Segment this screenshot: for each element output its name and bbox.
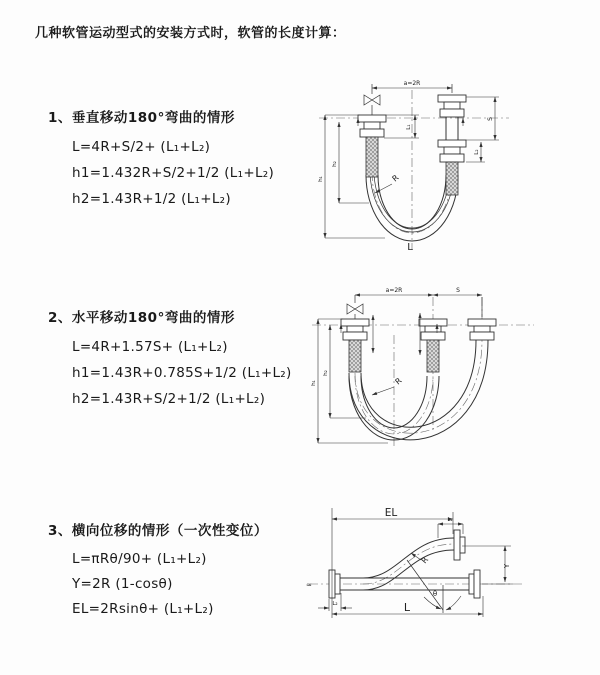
right-pipe-flanges	[438, 84, 466, 195]
braided-section	[366, 137, 378, 177]
centerlines	[319, 90, 509, 250]
upper-right-flange	[454, 530, 465, 560]
formula: h1=1.43R+0.785S+1/2 (L₁+L₂)	[72, 365, 292, 381]
dim-l1	[384, 115, 419, 138]
angle-construction	[407, 560, 461, 613]
braided-section	[427, 340, 439, 372]
dim-label-l: L	[403, 601, 411, 614]
dim-label-y: Y	[503, 563, 511, 569]
formula: L=4R+1.57S+ (L₁+L₂)	[72, 339, 228, 355]
radius-label: R	[393, 376, 404, 387]
dim-el	[332, 507, 453, 618]
break-mark: ≈	[306, 581, 312, 589]
dim-s	[433, 287, 482, 295]
lower-right-flange	[469, 570, 513, 598]
dim-label-s: S	[456, 287, 460, 294]
diagram-vertical-180-u-bend	[313, 72, 528, 257]
dim-label-l2: L₂	[474, 149, 480, 155]
dim-label-span: a=2R	[403, 80, 421, 87]
dim-label-el: EL	[384, 507, 398, 519]
dim-label-l1: L₁	[447, 517, 453, 523]
radius-label: R	[390, 173, 401, 184]
dim-label-l1: L₁	[406, 124, 412, 130]
dim-label-h2: h₂	[332, 161, 338, 167]
dim-label-s: S	[487, 117, 494, 121]
dim-l	[332, 596, 483, 617]
formula: h1=1.432R+S/2+1/2 (L₁+L₂)	[72, 165, 275, 181]
valve-icon	[364, 84, 380, 115]
valve-icon	[347, 295, 363, 319]
section-lateral-displacement	[48, 519, 268, 622]
braided-section	[349, 340, 361, 372]
dim-span	[372, 80, 452, 88]
angle-label: θ	[432, 590, 438, 598]
left-flange	[329, 570, 340, 598]
diagram-lateral-displacement	[303, 496, 560, 641]
dim-l2	[466, 142, 485, 162]
formula: L=πRθ/90+ (L₁+L₂)	[72, 551, 207, 567]
left-flange	[341, 319, 369, 372]
dim-s	[466, 97, 499, 140]
section-2-heading: 2、水平移动180°弯曲的情形	[48, 310, 235, 326]
dim-label-span: a=2R	[385, 287, 403, 294]
formula: h2=1.43R+1/2 (L₁+L₂)	[72, 191, 231, 207]
dim-label-h1: h₁	[318, 176, 324, 182]
radius-callout	[372, 376, 404, 395]
dim-label-h1: h₁	[311, 380, 317, 386]
dim-label-l2: L₂	[332, 601, 338, 607]
hose-position-2	[349, 340, 488, 440]
radius-label: R	[419, 555, 431, 566]
left-pipe-flange	[358, 115, 386, 177]
formula: EL=2Rsinθ+ (L₁+L₂)	[72, 601, 214, 617]
section-1-heading: 1、垂直移动180°弯曲的情形	[48, 110, 235, 126]
page-title: 几种软管运动型式的安装方式时，软管的长度计算：	[35, 26, 346, 41]
formula: Y=2R (1-cosθ)	[72, 576, 173, 592]
section-horizontal-180	[48, 306, 292, 412]
middle-flange	[419, 319, 447, 372]
formula: L=4R+S/2+ (L₁+L₂)	[72, 139, 211, 155]
dim-label-h2: h₂	[323, 370, 329, 376]
section-vertical-180	[48, 106, 274, 212]
formula: h2=1.43R+S/2+1/2 (L₁+L₂)	[72, 391, 266, 407]
section-3-heading: 3、横向位移的情形（一次性变位）	[48, 523, 268, 539]
diagram-horizontal-180-u-bend	[308, 283, 540, 455]
dim-span	[355, 287, 433, 295]
length-label: L	[407, 242, 413, 253]
braided-section	[446, 162, 458, 195]
